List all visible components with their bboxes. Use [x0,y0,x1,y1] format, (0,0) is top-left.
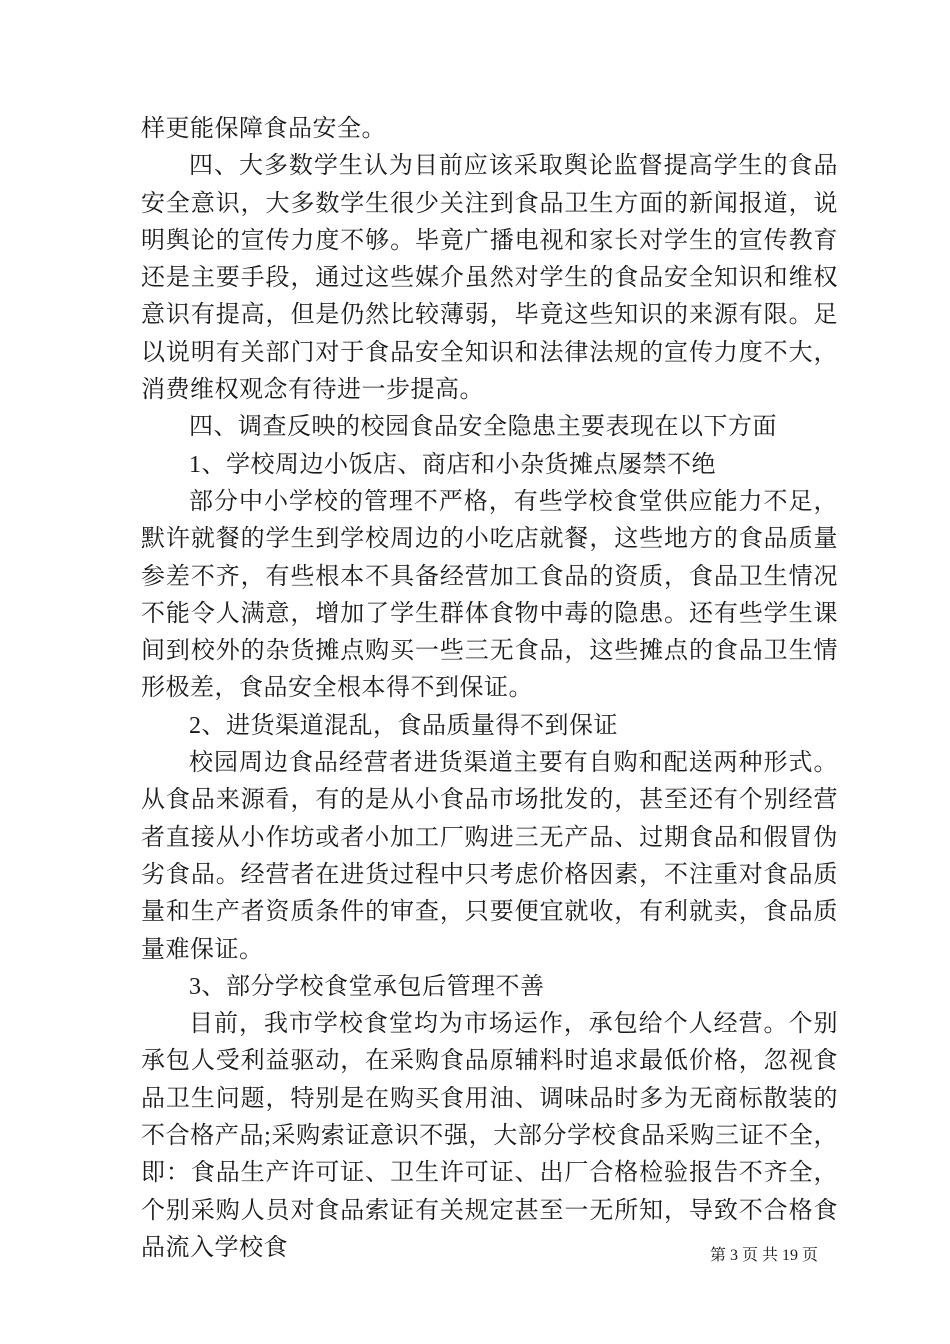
paragraph: 部分中小学校的管理不严格，有些学校食堂供应能力不足，默许就餐的学生到学校周边的小吃店就餐，这些地方的食品质量参差不齐，有些根本不具备经营加工食品的资质，食品卫生情况不能令人满意，增加了学生群体食物中毒的隐患。还有些学生课间到校外的杂货摊点购买一些三无食品，这些摊点的食品卫生情形极差，食品安全根本得不到保证。 [141,488,838,702]
page-number-footer: 第 3 页 共 19 页 [710,1247,819,1264]
paragraph: 目前，我市学校食堂均为市场运作，承包给个人经营。个别承包人受利益驱动，在采购食品原辅料时追求最低价格，忽视食品卫生问题，特别是在购买食用油、调味品时多为无商标散装的不合格产品;采购索证意识不强，大部分学校食品采购三证不全，即：食品生产许可证、卫生许可证、出厂合格检验报告不齐全，个别采购人员对食品索证有关规定甚至一无所知，导致不合格食品流入学校食 [141,1011,838,1261]
paragraph: 四、大多数学生认为目前应该采取舆论监督提高学生的食品安全意识，大多数学生很少关注到食品卫生方面的新闻报道，说明舆论的宣传力度不够。毕竟广播电视和家长对学生的宣传教育还是主要手段，通过这些媒介虽然对学生的食品安全知识和维权意识有提高，但是仍然比较薄弱，毕竟这些知识的来源有限。足以说明有关部门对于食品安全知识和法律法规的宣传力度不大，消费维权观念有待进一步提高。 [141,153,838,404]
paragraph-section-heading: 四、调查反映的校园食品安全隐患主要表现在以下方面 [189,414,777,441]
paragraph: 样更能保障食品安全。 [141,116,386,142]
paragraph-subheading: 1、学校周边小饭店、商店和小杂货摊点屡禁不绝 [189,451,716,478]
paragraph: 校园周边食品经营者进货渠道主要有自购和配送两种形式。从食品来源看，有的是从小食品市场批发的，甚至还有个别经营者直接从小作坊或者小加工厂购进三无产品、过期食品和假冒伪劣食品。经营者在进货过程中只考虑价格因素，不注重对食品质量和生产者资质条件的审查，只要便宜就收，有利就卖，食品质量难保证。 [141,750,838,963]
document-body [141,111,838,1267]
paragraph-subheading: 2、进货渠道混乱，食品质量得不到保证 [189,712,618,739]
paragraph-subheading: 3、部分学校食堂承包后管理不善 [189,973,545,1000]
